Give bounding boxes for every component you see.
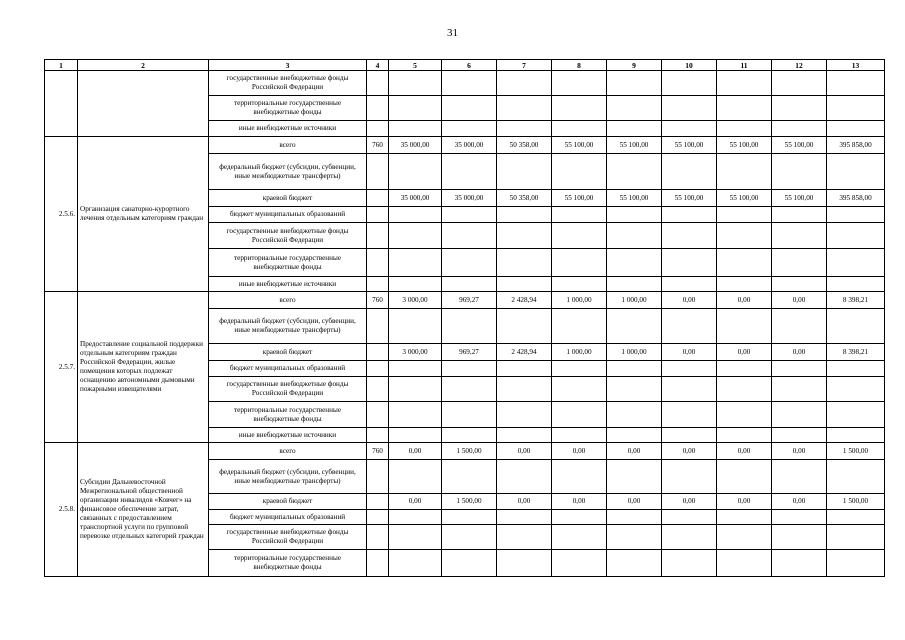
measure-name: Организация санаторно-курортного лечения отдельным категориям граждан <box>78 137 209 292</box>
empty-cell <box>772 510 827 525</box>
empty-cell <box>497 121 552 137</box>
value-regional-col-13: 8 398,21 <box>827 344 885 361</box>
empty-cell <box>607 207 662 223</box>
page-number: 31 <box>447 27 458 39</box>
empty-cell <box>442 460 497 494</box>
empty-cell <box>772 154 827 190</box>
column-header-10: 10 <box>662 60 717 71</box>
empty-cell <box>367 377 389 402</box>
empty-cell <box>772 525 827 550</box>
empty-cell <box>389 428 442 443</box>
source-total: всего <box>209 292 367 309</box>
source-state-funds: государственные внебюджетные фонды Российской Федерации <box>209 223 367 249</box>
value-total-col-9: 55 100,00 <box>607 137 662 154</box>
value-regional-col-9: 1 000,00 <box>607 344 662 361</box>
empty-cell <box>389 510 442 525</box>
empty-cell <box>552 207 607 223</box>
empty-cell <box>607 460 662 494</box>
value-regional-col-10: 0,00 <box>662 344 717 361</box>
empty-cell <box>367 525 389 550</box>
empty-cell <box>552 277 607 292</box>
empty-cell <box>717 223 772 249</box>
empty-cell <box>442 402 497 428</box>
empty-cell <box>367 402 389 428</box>
value-regional-col-7: 50 358,00 <box>497 190 552 207</box>
value-regional-col-6: 35 000,00 <box>442 190 497 207</box>
empty-cell <box>552 361 607 377</box>
empty-cell <box>607 277 662 292</box>
empty-cell <box>389 207 442 223</box>
source-federal-budget: федеральный бюджет (субсидии, субвенции, иные межбюджетные трансферты) <box>209 154 367 190</box>
value-regional-col-7: 2 428,94 <box>497 344 552 361</box>
empty-cell <box>717 361 772 377</box>
source-federal-budget: федеральный бюджет (субсидии, субвенции, иные межбюджетные трансферты) <box>209 460 367 494</box>
empty-cell <box>367 121 389 137</box>
empty-cell <box>552 96 607 121</box>
value-total-col-5: 35 000,00 <box>389 137 442 154</box>
empty-cell <box>552 71 607 96</box>
empty-cell <box>772 96 827 121</box>
empty-cell <box>607 121 662 137</box>
empty-cell <box>389 71 442 96</box>
empty-cell <box>717 428 772 443</box>
column-header-7: 7 <box>497 60 552 71</box>
value-total-col-10: 0,00 <box>662 292 717 309</box>
empty-cell <box>827 223 885 249</box>
empty-cell <box>717 402 772 428</box>
empty-cell <box>662 277 717 292</box>
value-total-col-12: 55 100,00 <box>772 137 827 154</box>
empty-cell <box>662 377 717 402</box>
empty-cell <box>827 460 885 494</box>
column-header-6: 6 <box>442 60 497 71</box>
value-total-col-13: 1 500,00 <box>827 443 885 460</box>
empty-cell <box>607 71 662 96</box>
value-regional-col-10: 0,00 <box>662 494 717 510</box>
source-municipal-budget: бюджет муниципальных образований <box>209 510 367 525</box>
empty-cell <box>827 154 885 190</box>
empty-cell <box>367 510 389 525</box>
empty-cell <box>662 71 717 96</box>
value-total-col-7: 0,00 <box>497 443 552 460</box>
funding-source: территориальные государственные внебюджетные фонды <box>209 96 367 121</box>
measure-code: 2.5.8. <box>45 443 78 577</box>
measure-row <box>45 137 885 154</box>
empty-cell <box>367 361 389 377</box>
empty-cell <box>772 71 827 96</box>
empty-cell <box>662 96 717 121</box>
empty-cell <box>827 402 885 428</box>
value-total-col-13: 8 398,21 <box>827 292 885 309</box>
empty-cell <box>772 460 827 494</box>
empty-cell <box>367 96 389 121</box>
empty-cell <box>607 377 662 402</box>
source-federal-budget: федеральный бюджет (субсидии, субвенции, иные межбюджетные трансферты) <box>209 309 367 344</box>
empty-cell <box>827 377 885 402</box>
funding-source: иные внебюджетные источники <box>209 121 367 137</box>
empty-cell <box>367 428 389 443</box>
value-total-col-6: 35 000,00 <box>442 137 497 154</box>
value-regional-col-12: 0,00 <box>772 494 827 510</box>
empty-cell <box>367 344 389 361</box>
empty-cell <box>607 249 662 277</box>
source-other: иные внебюджетные источники <box>209 428 367 443</box>
empty-cell <box>497 207 552 223</box>
empty-cell <box>552 428 607 443</box>
empty-cell <box>717 277 772 292</box>
value-total-col-8: 1 000,00 <box>552 292 607 309</box>
column-header-4: 4 <box>367 60 389 71</box>
source-municipal-budget: бюджет муниципальных образований <box>209 361 367 377</box>
column-header-13: 13 <box>827 60 885 71</box>
value-total-col-11: 0,00 <box>717 292 772 309</box>
value-total-col-9: 1 000,00 <box>607 292 662 309</box>
empty-cell <box>389 154 442 190</box>
empty-cell <box>442 223 497 249</box>
empty-cell <box>772 249 827 277</box>
value-total-col-11: 0,00 <box>717 443 772 460</box>
empty-cell <box>552 309 607 344</box>
empty-cell <box>827 207 885 223</box>
source-territorial-funds: территориальные государственные внебюджетные фонды <box>209 249 367 277</box>
value-total-col-7: 50 358,00 <box>497 137 552 154</box>
empty-cell <box>442 71 497 96</box>
empty-cell <box>442 377 497 402</box>
column-header-8: 8 <box>552 60 607 71</box>
source-territorial-funds: территориальные государственные внебюджетные фонды <box>209 402 367 428</box>
empty-cell <box>367 460 389 494</box>
empty-cell <box>497 460 552 494</box>
source-total: всего <box>209 443 367 460</box>
empty-cell <box>497 223 552 249</box>
empty-cell <box>552 460 607 494</box>
value-total-col-10: 0,00 <box>662 443 717 460</box>
empty-cell <box>827 96 885 121</box>
empty-cell <box>662 402 717 428</box>
value-regional-col-10: 55 100,00 <box>662 190 717 207</box>
empty-cell <box>389 277 442 292</box>
empty-cell <box>662 361 717 377</box>
empty-cell <box>772 121 827 137</box>
empty-cell <box>662 121 717 137</box>
empty-cell <box>827 428 885 443</box>
empty-cell <box>827 249 885 277</box>
empty-code-cell <box>45 71 78 137</box>
empty-cell <box>662 525 717 550</box>
empty-cell <box>367 309 389 344</box>
empty-cell <box>717 96 772 121</box>
empty-cell <box>717 525 772 550</box>
empty-cell <box>772 309 827 344</box>
empty-cell <box>442 277 497 292</box>
empty-cell <box>717 71 772 96</box>
empty-cell <box>662 154 717 190</box>
empty-cell <box>389 249 442 277</box>
empty-cell <box>497 154 552 190</box>
measure-code: 2.5.7. <box>45 292 78 443</box>
value-regional-col-5: 0,00 <box>389 494 442 510</box>
empty-cell <box>497 277 552 292</box>
empty-cell <box>662 309 717 344</box>
empty-cell <box>442 96 497 121</box>
source-territorial-funds: территориальные государственные внебюджетные фонды <box>209 550 367 577</box>
empty-cell <box>717 207 772 223</box>
empty-cell <box>442 428 497 443</box>
grbs-code: 760 <box>367 292 389 309</box>
grbs-code: 760 <box>367 443 389 460</box>
empty-cell <box>607 96 662 121</box>
value-regional-col-5: 3 000,00 <box>389 344 442 361</box>
empty-cell <box>827 550 885 577</box>
empty-cell <box>497 361 552 377</box>
header-row <box>45 60 885 71</box>
measure-code: 2.5.6. <box>45 137 78 292</box>
empty-cell <box>552 223 607 249</box>
empty-cell <box>389 309 442 344</box>
value-total-col-8: 55 100,00 <box>552 137 607 154</box>
empty-cell <box>662 510 717 525</box>
empty-cell <box>389 96 442 121</box>
empty-cell <box>389 460 442 494</box>
value-regional-col-13: 1 500,00 <box>827 494 885 510</box>
value-regional-col-9: 0,00 <box>607 494 662 510</box>
value-total-col-10: 55 100,00 <box>662 137 717 154</box>
empty-cell <box>662 207 717 223</box>
column-header-1: 1 <box>45 60 78 71</box>
empty-cell <box>607 525 662 550</box>
empty-cell <box>552 402 607 428</box>
empty-cell <box>717 121 772 137</box>
empty-cell <box>442 121 497 137</box>
value-total-col-6: 1 500,00 <box>442 443 497 460</box>
value-regional-col-6: 1 500,00 <box>442 494 497 510</box>
empty-cell <box>662 223 717 249</box>
empty-cell <box>717 510 772 525</box>
value-total-col-11: 55 100,00 <box>717 137 772 154</box>
empty-cell <box>607 361 662 377</box>
empty-cell <box>497 249 552 277</box>
value-regional-col-12: 0,00 <box>772 344 827 361</box>
value-total-col-8: 0,00 <box>552 443 607 460</box>
empty-cell <box>827 525 885 550</box>
empty-cell <box>772 428 827 443</box>
value-regional-col-9: 55 100,00 <box>607 190 662 207</box>
empty-cell <box>389 525 442 550</box>
empty-cell <box>442 361 497 377</box>
empty-cell <box>552 510 607 525</box>
empty-cell <box>717 550 772 577</box>
empty-cell <box>497 71 552 96</box>
empty-cell <box>389 550 442 577</box>
value-regional-col-11: 0,00 <box>717 344 772 361</box>
empty-cell <box>552 550 607 577</box>
empty-cell <box>827 121 885 137</box>
column-header-9: 9 <box>607 60 662 71</box>
empty-cell <box>607 154 662 190</box>
source-regional-budget: краевой бюджет <box>209 190 367 207</box>
source-state-funds: государственные внебюджетные фонды Российской Федерации <box>209 525 367 550</box>
empty-cell <box>442 550 497 577</box>
empty-cell <box>442 207 497 223</box>
value-regional-col-12: 55 100,00 <box>772 190 827 207</box>
value-regional-col-13: 395 858,00 <box>827 190 885 207</box>
empty-cell <box>552 154 607 190</box>
empty-cell <box>607 223 662 249</box>
column-header-3: 3 <box>209 60 367 71</box>
empty-cell <box>367 550 389 577</box>
empty-cell <box>367 190 389 207</box>
table-body <box>45 71 885 577</box>
empty-cell <box>717 154 772 190</box>
value-regional-col-7: 0,00 <box>497 494 552 510</box>
source-other: иные внебюджетные источники <box>209 277 367 292</box>
empty-cell <box>772 377 827 402</box>
column-header-12: 12 <box>772 60 827 71</box>
empty-cell <box>772 402 827 428</box>
empty-cell <box>717 309 772 344</box>
source-regional-budget: краевой бюджет <box>209 344 367 361</box>
empty-cell <box>389 361 442 377</box>
empty-cell <box>389 402 442 428</box>
empty-cell <box>367 494 389 510</box>
empty-cell <box>827 277 885 292</box>
value-regional-col-5: 35 000,00 <box>389 190 442 207</box>
empty-cell <box>497 510 552 525</box>
measure-name: Предоставление социальной поддержки отдельным категориям граждан Российской Федерации, жилые помещения которых подлежат оснащению автономными дымовыми пожарными извещателями <box>78 292 209 443</box>
value-total-col-5: 0,00 <box>389 443 442 460</box>
empty-cell <box>772 277 827 292</box>
empty-cell <box>552 377 607 402</box>
empty-cell <box>367 71 389 96</box>
empty-cell <box>717 460 772 494</box>
measure-name: Субсидии Дальневосточной Межрегиональной общественной организации инвалидов «Ковчег» на финансовое обеспечение затрат, связанных с предоставлением транспортной услуги по групповой перевозке отдельных категорий граждан <box>78 443 209 577</box>
empty-cell <box>552 525 607 550</box>
empty-cell <box>662 428 717 443</box>
value-regional-col-11: 0,00 <box>717 494 772 510</box>
source-state-funds: государственные внебюджетные фонды Российской Федерации <box>209 377 367 402</box>
empty-cell <box>717 249 772 277</box>
value-total-col-12: 0,00 <box>772 292 827 309</box>
empty-cell <box>442 154 497 190</box>
empty-cell <box>389 377 442 402</box>
empty-cell <box>497 550 552 577</box>
empty-cell <box>607 309 662 344</box>
value-regional-col-6: 969,27 <box>442 344 497 361</box>
empty-cell <box>367 249 389 277</box>
empty-cell <box>607 402 662 428</box>
empty-cell <box>497 96 552 121</box>
empty-cell <box>772 550 827 577</box>
empty-cell <box>552 121 607 137</box>
empty-cell <box>442 525 497 550</box>
source-regional-budget: краевой бюджет <box>209 494 367 510</box>
empty-cell <box>772 223 827 249</box>
empty-cell <box>497 309 552 344</box>
empty-cell <box>827 361 885 377</box>
continuation-row <box>45 71 885 96</box>
empty-cell <box>497 428 552 443</box>
source-total: всего <box>209 137 367 154</box>
empty-cell <box>662 249 717 277</box>
empty-cell <box>827 309 885 344</box>
empty-cell <box>662 550 717 577</box>
empty-cell <box>367 277 389 292</box>
empty-cell <box>497 377 552 402</box>
empty-cell <box>827 71 885 96</box>
empty-cell <box>607 428 662 443</box>
value-total-col-5: 3 000,00 <box>389 292 442 309</box>
funding-source: государственные внебюджетные фонды Российской Федерации <box>209 71 367 96</box>
measure-row <box>45 443 885 460</box>
empty-cell <box>662 460 717 494</box>
empty-cell <box>607 550 662 577</box>
empty-cell <box>827 510 885 525</box>
empty-cell <box>772 361 827 377</box>
empty-cell <box>389 223 442 249</box>
column-header-5: 5 <box>389 60 442 71</box>
value-regional-col-8: 1 000,00 <box>552 344 607 361</box>
empty-cell <box>367 207 389 223</box>
empty-cell <box>772 207 827 223</box>
value-total-col-12: 0,00 <box>772 443 827 460</box>
source-municipal-budget: бюджет муниципальных образований <box>209 207 367 223</box>
column-header-2: 2 <box>78 60 209 71</box>
value-total-col-13: 395 858,00 <box>827 137 885 154</box>
value-total-col-7: 2 428,94 <box>497 292 552 309</box>
measure-row <box>45 292 885 309</box>
empty-cell <box>497 525 552 550</box>
empty-cell <box>552 249 607 277</box>
value-regional-col-8: 55 100,00 <box>552 190 607 207</box>
value-regional-col-11: 55 100,00 <box>717 190 772 207</box>
empty-cell <box>442 510 497 525</box>
empty-cell <box>717 377 772 402</box>
budget-table <box>44 59 885 577</box>
empty-cell <box>442 249 497 277</box>
empty-cell <box>607 510 662 525</box>
empty-cell <box>367 154 389 190</box>
empty-cell <box>367 223 389 249</box>
empty-cell <box>442 309 497 344</box>
empty-cell <box>389 121 442 137</box>
empty-name-cell <box>78 71 209 137</box>
value-total-col-9: 0,00 <box>607 443 662 460</box>
value-total-col-6: 969,27 <box>442 292 497 309</box>
value-regional-col-8: 0,00 <box>552 494 607 510</box>
grbs-code: 760 <box>367 137 389 154</box>
column-header-11: 11 <box>717 60 772 71</box>
empty-cell <box>497 402 552 428</box>
